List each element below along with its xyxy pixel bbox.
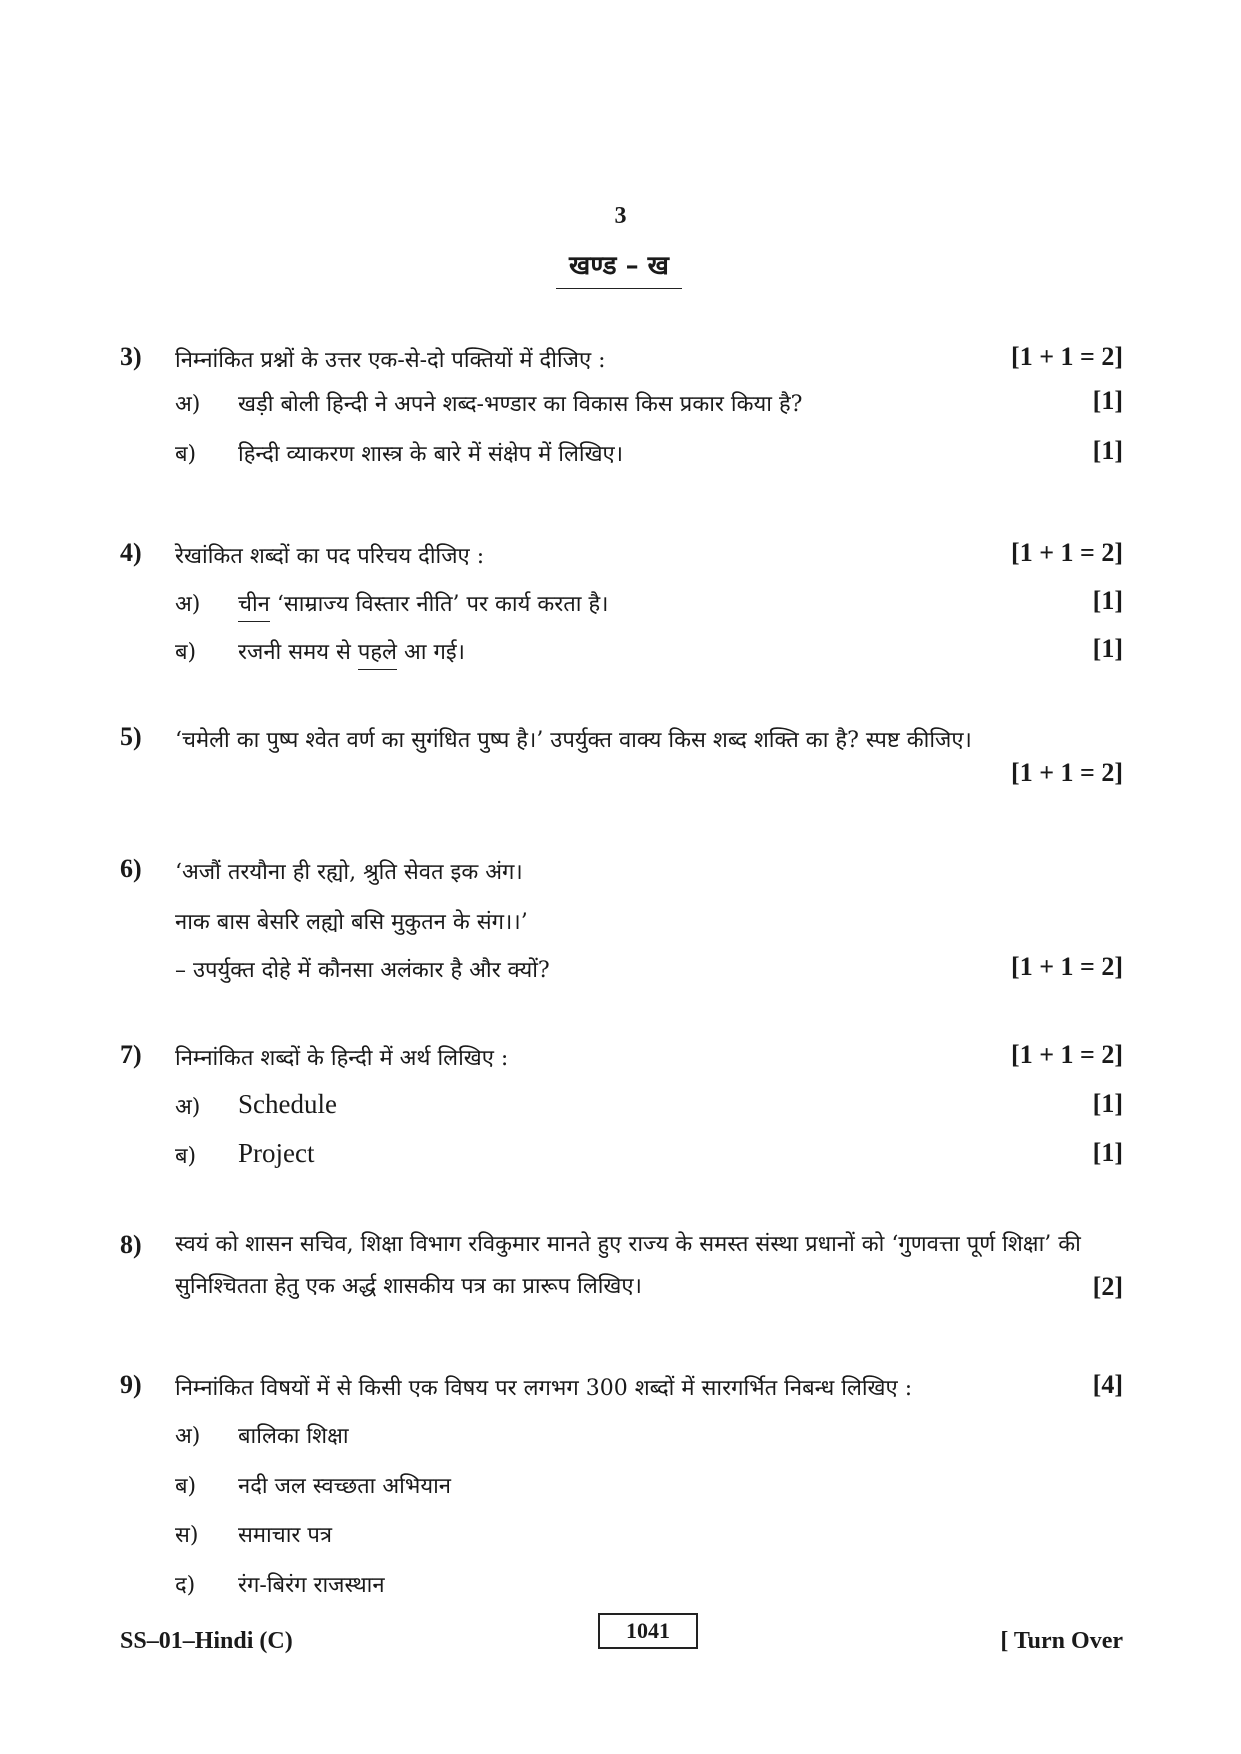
turn-over-label: [ Turn Over (1000, 1628, 1123, 1654)
paper-code: SS–01–Hindi (C) (120, 1628, 293, 1654)
question-marks: [1 + 1 = 2] (1011, 758, 1123, 787)
sub-label: ब) (175, 442, 197, 467)
question-number: 9) (120, 1370, 142, 1399)
question-number: 5) (120, 722, 142, 751)
doha-line-2: नाक बास बेसरि लह्यो बसि मुकुतन के संग।।’ (175, 910, 528, 935)
sub-label: ब) (175, 1144, 197, 1169)
sub-text: बालिका शिक्षा (238, 1424, 349, 1449)
question-text: निम्नांकित प्रश्नों के उत्तर एक-से-दो पक्तियों में दीजिए : (175, 348, 606, 373)
box-code: 1041 (598, 1613, 698, 1649)
section-title: खण्ड – ख (556, 246, 682, 289)
sub-text: Schedule (238, 1089, 337, 1119)
question-text: – उपर्युक्त दोहे में कौनसा अलंकार है और क्यों? (175, 958, 550, 983)
underlined-word: पहले (358, 640, 397, 670)
question-marks: [2] (1092, 1272, 1123, 1301)
question-text: निम्नांकित शब्दों के हिन्दी में अर्थ लिखिए : (175, 1046, 509, 1071)
sub-text-pre: रजनी समय से (238, 640, 358, 665)
sub-label: अ) (175, 1095, 201, 1120)
question-marks: [1 + 1 = 2] (1011, 1040, 1123, 1069)
question-number: 8) (120, 1230, 142, 1259)
sub-text: खड़ी बोली हिन्दी ने अपने शब्द-भण्डार का विकास किस प्रकार किया है? (238, 392, 803, 417)
question-text: निम्नांकित विषयों में से किसी एक विषय पर लगभग 300 शब्दों में सारगर्भित निबन्ध लिखिए : (175, 1376, 913, 1401)
question-text: स्वयं को शासन सचिव, शिक्षा विभाग रविकुमार मानते हुए राज्य के समस्त संस्था प्रधानों को ‘गुणवत्ता पूर्ण शिक्षा’ की सुनिश्चितता हेतु एक अर्द्ध शासकीय पत्र का प्रारूप लिखिए। (175, 1232, 1081, 1299)
sub-label: अ) (175, 592, 201, 617)
sub-marks: [1] (1092, 386, 1123, 415)
sub-text (238, 588, 608, 618)
underlined-word: चीन (238, 592, 270, 622)
question-text: ‘चमेली का पुष्प श्वेत वर्ण का सुगंधित पुष्प है।’ उपर्युक्त वाक्य किस शब्द शक्ति का है? स्पष्ट कीजिए। (175, 728, 972, 753)
sub-text: Project (238, 1138, 315, 1168)
question-text: रेखांकित शब्दों का पद परिचय दीजिए : (175, 544, 485, 569)
sub-marks: [1] (1092, 586, 1123, 615)
page-number: 3 (614, 203, 627, 229)
sub-text: समाचार पत्र (238, 1523, 333, 1548)
sub-text: हिन्दी व्याकरण शास्त्र के बारे में संक्षेप में लिखिए। (238, 442, 624, 467)
sub-label: अ) (175, 392, 201, 417)
question-number: 4) (120, 538, 142, 567)
sub-text: नदी जल स्वच्छता अभियान (238, 1474, 451, 1499)
question-number: 7) (120, 1040, 142, 1069)
sub-text: रंग-बिरंग राजस्थान (238, 1573, 385, 1598)
sub-marks: [1] (1092, 634, 1123, 663)
question-marks: [1 + 1 = 2] (1011, 538, 1123, 567)
sub-marks: [1] (1092, 1089, 1123, 1118)
sub-label: ब) (175, 640, 197, 665)
sub-label: अ) (175, 1424, 201, 1449)
doha-line-1: ‘अजौं तरयौना ही रह्यो, श्रुति सेवत इक अंग। (175, 860, 523, 885)
sub-label: स) (175, 1523, 199, 1548)
sub-marks: [1] (1092, 436, 1123, 465)
question-number: 6) (120, 854, 142, 883)
sub-text-rest: ‘साम्राज्य विस्तार नीति’ पर कार्य करता है। (269, 592, 609, 617)
sub-label: द) (175, 1573, 196, 1598)
question-marks: [1 + 1 = 2] (1011, 342, 1123, 371)
sub-marks: [1] (1092, 1138, 1123, 1167)
sub-text-rest: आ गई। (396, 640, 465, 665)
sub-label: ब) (175, 1474, 197, 1499)
question-marks: [1 + 1 = 2] (1011, 952, 1123, 981)
sub-text (238, 636, 465, 666)
question-number: 3) (120, 342, 142, 371)
question-marks: [4] (1092, 1370, 1123, 1399)
